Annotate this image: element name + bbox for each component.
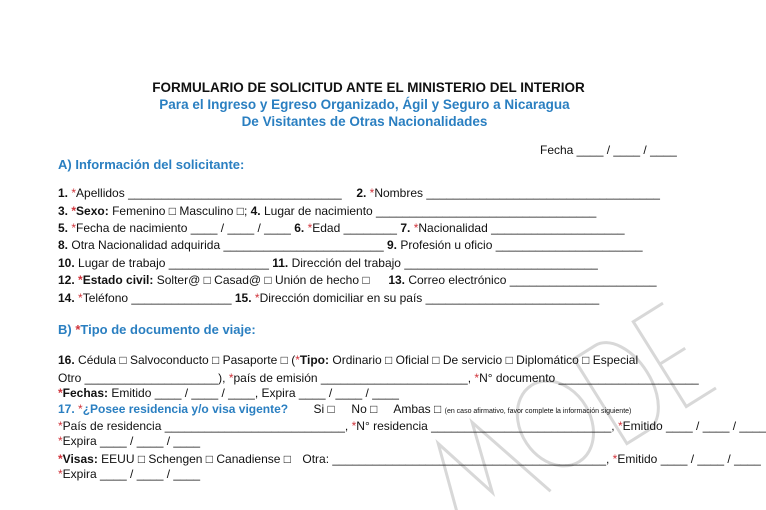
field-number: 5. — [58, 221, 69, 235]
row-fechas-documento: *Fechas: Emitido ____ / ____ / ____, Expira ____ / ____ / ____ — [58, 386, 399, 400]
residencia-visa-question: ¿Posee residencia y/o visa vigente? — [82, 402, 289, 416]
row-trabajo — [58, 256, 598, 271]
apellidos-field[interactable]: Apellidos ________________________________ — [76, 186, 342, 200]
row-otra-nac-profesion — [58, 238, 643, 253]
visas-options[interactable]: EEUU □ Schengen □ Canadiense □ — [101, 452, 292, 466]
direccion-domiciliar-field[interactable]: Dirección domiciliar en su país __________________________ — [259, 291, 600, 305]
correo-field[interactable]: Correo electrónico ______________________ — [408, 273, 657, 287]
residencia-visa-note: (en caso afirmativo, favor complete la información siguiente) — [444, 408, 632, 415]
row-residencia-visa-question: 17. *¿Posee residencia y/o visa vigente? Si □ No □ Ambas □ (en caso afirmativo, favor complete la información siguiente) — [58, 402, 632, 416]
document-header — [0, 80, 729, 130]
form-subtitle-1: Para el Ingreso y Egreso Organizado, Ágil y Seguro a Nicaragua — [159, 97, 570, 112]
visas-label: Visas: — [62, 452, 98, 466]
otro-documento-field[interactable]: Otro ____________________), — [58, 371, 226, 385]
row-residencia: *País de residencia ___________________________, *N° residencia ___________________________, *Emitido ____ / ____ / ____ — [58, 419, 766, 433]
numero-residencia-field[interactable]: N° residencia ___________________________, — [356, 419, 615, 433]
field-number: 1. — [58, 186, 69, 200]
pais-residencia-field[interactable]: País de residencia ___________________________, — [62, 419, 349, 433]
direccion-trabajo-field[interactable]: Dirección del trabajo _____________________________ — [291, 256, 598, 270]
otra-nacionalidad-field[interactable]: Otra Nacionalidad adquirida ________________________ — [71, 238, 384, 252]
field-number: 9. — [386, 238, 397, 252]
estado-civil-options[interactable]: Solter@ □ Casad@ □ Unión de hecho □ — [156, 273, 370, 287]
sexo-label: Sexo: — [76, 204, 109, 218]
date-field[interactable]: Fecha ____ / ____ / ____ — [540, 143, 677, 157]
row-otro-emision: Otro ____________________), *país de emisión ______________________, *N° documento _____________________ — [58, 371, 699, 385]
field-number: 6. — [294, 221, 305, 235]
visa-expira-field[interactable]: Expira ____ / ____ / ____ — [62, 467, 201, 481]
field-number: 13. — [388, 273, 405, 287]
field-number: 10. — [58, 256, 75, 270]
residencia-emitido-field[interactable]: Emitido ____ / ____ / ____ — [622, 419, 766, 433]
form-title: FORMULARIO DE SOLICITUD ANTE EL MINISTERIO DEL INTERIOR — [152, 80, 585, 95]
row-apellidos-nombres: 1. *Apellidos ________________________________ 2. *Nombres ___________________________________ — [58, 186, 660, 200]
otra-visa-field[interactable]: Otra: _________________________________________, — [302, 452, 610, 466]
tipo-options[interactable]: Ordinario □ Oficial □ De servicio □ Diplomático □ Especial — [332, 353, 639, 367]
row-residencia-expira: *Expira ____ / ____ / ____ — [58, 434, 201, 448]
sexo-options[interactable]: Femenino □ Masculino □; — [112, 204, 248, 218]
nombres-field[interactable]: Nombres ___________________________________ — [374, 186, 660, 200]
field-number: 15. — [234, 291, 252, 305]
field-number: 16. — [58, 353, 75, 367]
row-telefono-direccion: 14. *Teléfono _______________ 15. *Dirección domiciliar en su país __________________________ — [58, 291, 600, 305]
lugar-nacimiento-field[interactable]: Lugar de nacimiento _________________________________ — [263, 204, 597, 218]
row-visa-expira: *Expira ____ / ____ / ____ — [58, 467, 201, 481]
row-estado-correo: 12. *Estado civil: Solter@ □ Casad@ □ Unión de hecho □ 13. Correo electrónico ______________________ — [58, 273, 657, 287]
residencia-visa-options[interactable]: Si □ No □ Ambas □ — [313, 402, 442, 416]
numero-documento-field[interactable]: N° documento _____________________ — [479, 371, 699, 385]
row-tipo-documento: 16. Cédula □ Salvoconducto □ Pasaporte □ (*Tipo: Ordinario □ Oficial □ De servicio □ Diplomático □ Especial — [58, 353, 639, 367]
section-a-title: A) Información del solicitante: — [58, 157, 245, 172]
field-number: 11. — [272, 256, 289, 270]
field-number: 8. — [58, 238, 69, 252]
field-number: 17. — [58, 402, 75, 416]
row-sexo-lugar: 3. *Sexo: Femenino □ Masculino □; 4. Lugar de nacimiento _________________________________ — [58, 204, 597, 218]
pais-emision-field[interactable]: país de emisión ______________________, — [233, 371, 472, 385]
fechas-documento-field[interactable]: Emitido ____ / ____ / ____, Expira ____ / ____ / ____ — [111, 386, 399, 400]
row-visas: *Visas: EEUU □ Schengen □ Canadiense □ Otra: _________________________________________, *Emitido ____ / ____ / ____ — [58, 452, 761, 466]
form-subtitle-2: De Visitantes de Otras Nacionalidades — [241, 114, 488, 129]
telefono-field[interactable]: Teléfono _______________ — [82, 291, 232, 305]
edad-field[interactable]: Edad ________ — [312, 221, 397, 235]
visa-emitido-field[interactable]: Emitido ____ / ____ / ____ — [617, 452, 761, 466]
row-fecha-edad-nac: 5. *Fecha de nacimiento ____ / ____ / ____ 6. *Edad ________ 7. *Nacionalidad ____________________ — [58, 221, 625, 235]
field-number: 2. — [356, 186, 367, 200]
profesion-field[interactable]: Profesión u oficio ______________________ — [400, 238, 643, 252]
field-number: 12. — [58, 273, 75, 287]
fecha-nacimiento-field[interactable]: Fecha de nacimiento ____ / ____ / ____ — [76, 221, 291, 235]
field-number: 3. — [58, 204, 69, 218]
field-number: 7. — [400, 221, 411, 235]
estado-civil-label: Estado civil: — [82, 273, 154, 287]
tipo-label: Tipo: — [299, 353, 330, 367]
residencia-expira-field[interactable]: Expira ____ / ____ / ____ — [62, 434, 201, 448]
nacionalidad-field[interactable]: Nacionalidad ____________________ — [418, 221, 625, 235]
section-b-title: B) *Tipo de documento de viaje: — [58, 322, 256, 337]
lugar-trabajo-field[interactable]: Lugar de trabajo _______________ — [78, 256, 269, 270]
field-number: 14. — [58, 291, 75, 305]
field-number: 4. — [250, 204, 261, 218]
fechas-label: Fechas: — [62, 386, 109, 400]
documento-options[interactable]: Cédula □ Salvoconducto □ Pasaporte □ ( — [78, 353, 296, 367]
